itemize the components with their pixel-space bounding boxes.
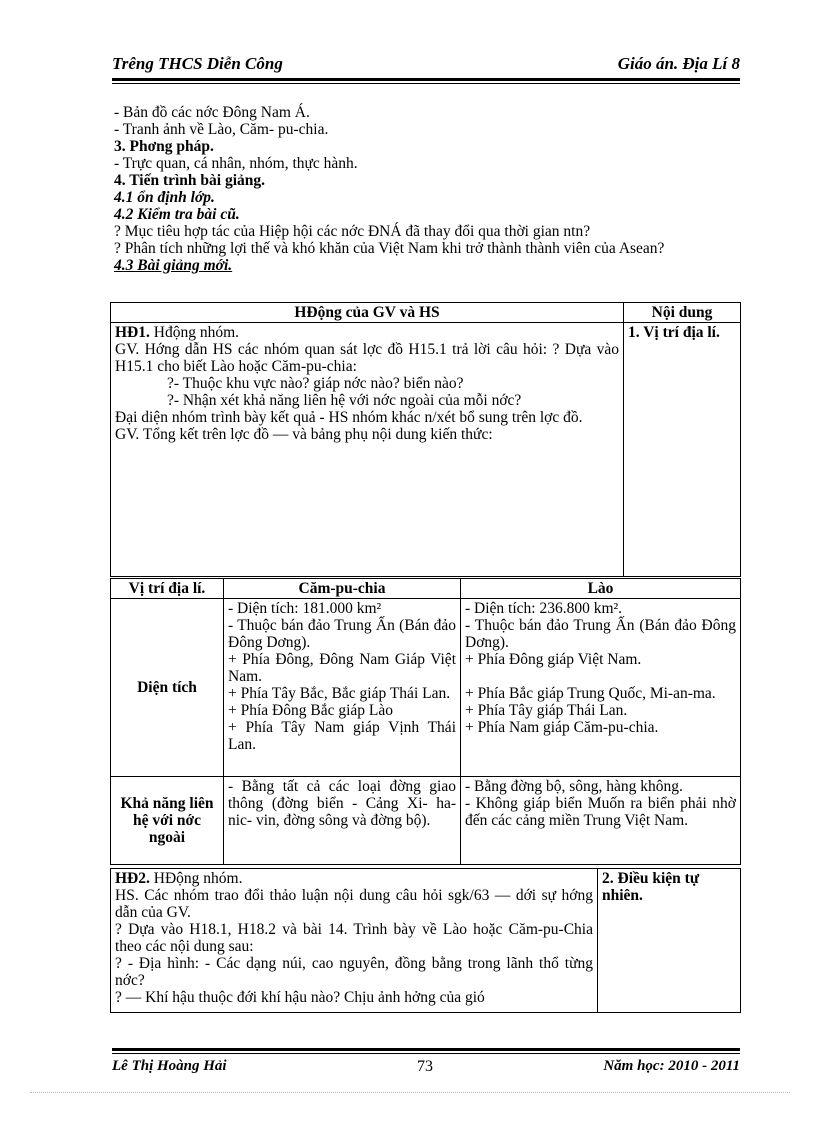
laos-fact: + Phía Đông giáp Việt Nam. (465, 651, 642, 668)
section-heading: 4. Tiến trình bài giảng. (114, 172, 266, 189)
school-name: Trêng THCS Diễn Công (112, 54, 283, 73)
cambodia-fact: + Phía Đông, Đông Nam Giáp Việt Nam. (228, 651, 456, 685)
footer-rule (112, 1048, 740, 1051)
page-number: 73 (417, 1058, 433, 1075)
content-cell: 2. Điều kiện tự nhiên. (598, 869, 741, 1013)
activity-question: ? Dựa vào H18.1, H18.2 và bài 14. Trình bày về Lào hoặc Căm-pu-Chia theo các nội dung sau: (115, 921, 593, 955)
activity-question: ?- Nhận xét khả năng liên hệ với nớc ngoài của mỗi nớc? (167, 392, 522, 409)
activity-title: Hđộng nhóm. (149, 324, 239, 341)
cambodia-fact: + Phía Đông Bắc giáp Lào (228, 702, 393, 719)
header-rule (112, 78, 740, 81)
subsection-heading: 4.2 Kiểm tra bài cũ. (114, 206, 240, 223)
laos-fact: + Phía Bắc giáp Trung Quốc, Mi-an-ma. (465, 685, 716, 702)
laos-cell (461, 777, 741, 865)
document-subject: Giáo án. Địa Lí 8 (617, 54, 740, 73)
activity-cell (111, 323, 624, 577)
content-cell: 1. Vị trí địa lí. (624, 323, 741, 577)
subsection-heading: 4.1 ổn định lớp. (114, 189, 215, 206)
activity-table-2 (110, 868, 741, 1013)
spacer (465, 668, 736, 685)
activity-label: HĐ1. (115, 324, 150, 341)
row-label: Diện tích (111, 599, 224, 777)
laos-fact: + Phía Tây giáp Thái Lan. (465, 702, 628, 719)
table-header: HĐộng của GV và HS (111, 303, 624, 323)
section-heading: 3. Phơng pháp. (114, 138, 214, 155)
activity-question: ? - Địa hình: - Các dạng núi, cao nguyên, đồng bằng trong lãnh thổ từng nớc? (115, 955, 593, 989)
cambodia-fact: - Diện tích: 181.000 km² (228, 600, 382, 617)
subsection-heading: 4.3 Bài giảng mới. (114, 257, 233, 274)
activity-text: HS. Các nhóm trao đổi thảo luận nội dung câu hỏi sgk/63 — dới sự hớng dẫn của GV. (115, 887, 593, 921)
table-header: Căm-pu-chia (224, 579, 461, 599)
intro-line: - Bản đồ các nớc Đông Nam Á. (114, 104, 310, 121)
cambodia-fact: - Thuộc bán đảo Trung Ấn (Bán đảo Đông Dơng). (228, 617, 456, 651)
intro-line: - Trực quan, cá nhân, nhóm, thực hành. (114, 155, 358, 172)
laos-fact: - Thuộc bán đảo Trung Ấn (Bán đảo Đông Dơng). (465, 617, 736, 651)
row-label: Khả năng liên hệ với nớc ngoài (111, 777, 224, 865)
table-header: Vị trí địa lí. (111, 579, 224, 599)
laos-fact: - Không giáp biển Muốn ra biển phải nhờ đến các cảng miền Trung Việt Nam. (465, 795, 736, 829)
cambodia-fact: + Phía Tây Nam giáp Vịnh Thái Lan. (228, 719, 456, 753)
activity-text: Đại diện nhóm trình bày kết quả - HS nhóm khác n/xét bổ sung trên lợc đồ. (115, 409, 583, 426)
review-question: ? Phân tích những lợi thế và khó khăn của Việt Nam khi trở thành thành viên của Asean? (114, 240, 665, 257)
activity-label: HĐ2. (115, 870, 150, 887)
table-header: Lào (461, 579, 741, 599)
activity-title: HĐộng nhóm. (149, 870, 243, 887)
activity-text: GV. Tổng kết trên lợc đồ — và bảng phụ nội dung kiến thức: (115, 426, 493, 443)
table-header: Nội dung (624, 303, 741, 323)
comparison-table (110, 578, 741, 865)
activity-question: ? — Khí hậu thuộc đới khí hậu nào? Chịu ảnh hởng của gió (115, 989, 485, 1006)
activity-table-1 (110, 302, 741, 577)
review-question: ? Mục tiêu hợp tác của Hiệp hội các nớc ĐNÁ đã thay đổi qua thời gian ntn? (114, 223, 591, 240)
cambodia-cell: - Bằng tất cả các loại đờng giao thông (đờng biển - Cảng Xi- ha- nic- vin, đờng sông và đờng bộ). (224, 777, 461, 865)
activity-cell (111, 869, 598, 1013)
school-year: Năm học: 2010 - 2011 (603, 1058, 740, 1074)
laos-fact: + Phía Nam giáp Căm-pu-chia. (465, 719, 659, 736)
page-footer (112, 1058, 740, 1078)
author-name: Lê Thị Hoàng Hải (112, 1058, 227, 1074)
page-edge-line (30, 1092, 790, 1093)
intro-section (114, 104, 740, 274)
cambodia-fact: + Phía Tây Bắc, Bắc giáp Thái Lan. (228, 685, 451, 702)
laos-cell (461, 599, 741, 777)
cambodia-cell (224, 599, 461, 777)
activity-text: GV. Hớng dẫn HS các nhóm quan sát lợc đồ H15.1 trả lời câu hỏi: ? Dựa vào H15.1 cho biết Lào hoặc Căm-pu-chia: (115, 341, 619, 375)
page-header (112, 50, 740, 76)
laos-fact: - Bằng đờng bộ, sông, hàng không. (465, 778, 683, 795)
intro-line: - Tranh ảnh về Lào, Căm- pu-chia. (114, 121, 329, 138)
activity-question: ?- Thuộc khu vực nào? giáp nớc nào? biển nào? (167, 375, 464, 392)
laos-fact: - Diện tích: 236.800 km². (465, 600, 623, 617)
